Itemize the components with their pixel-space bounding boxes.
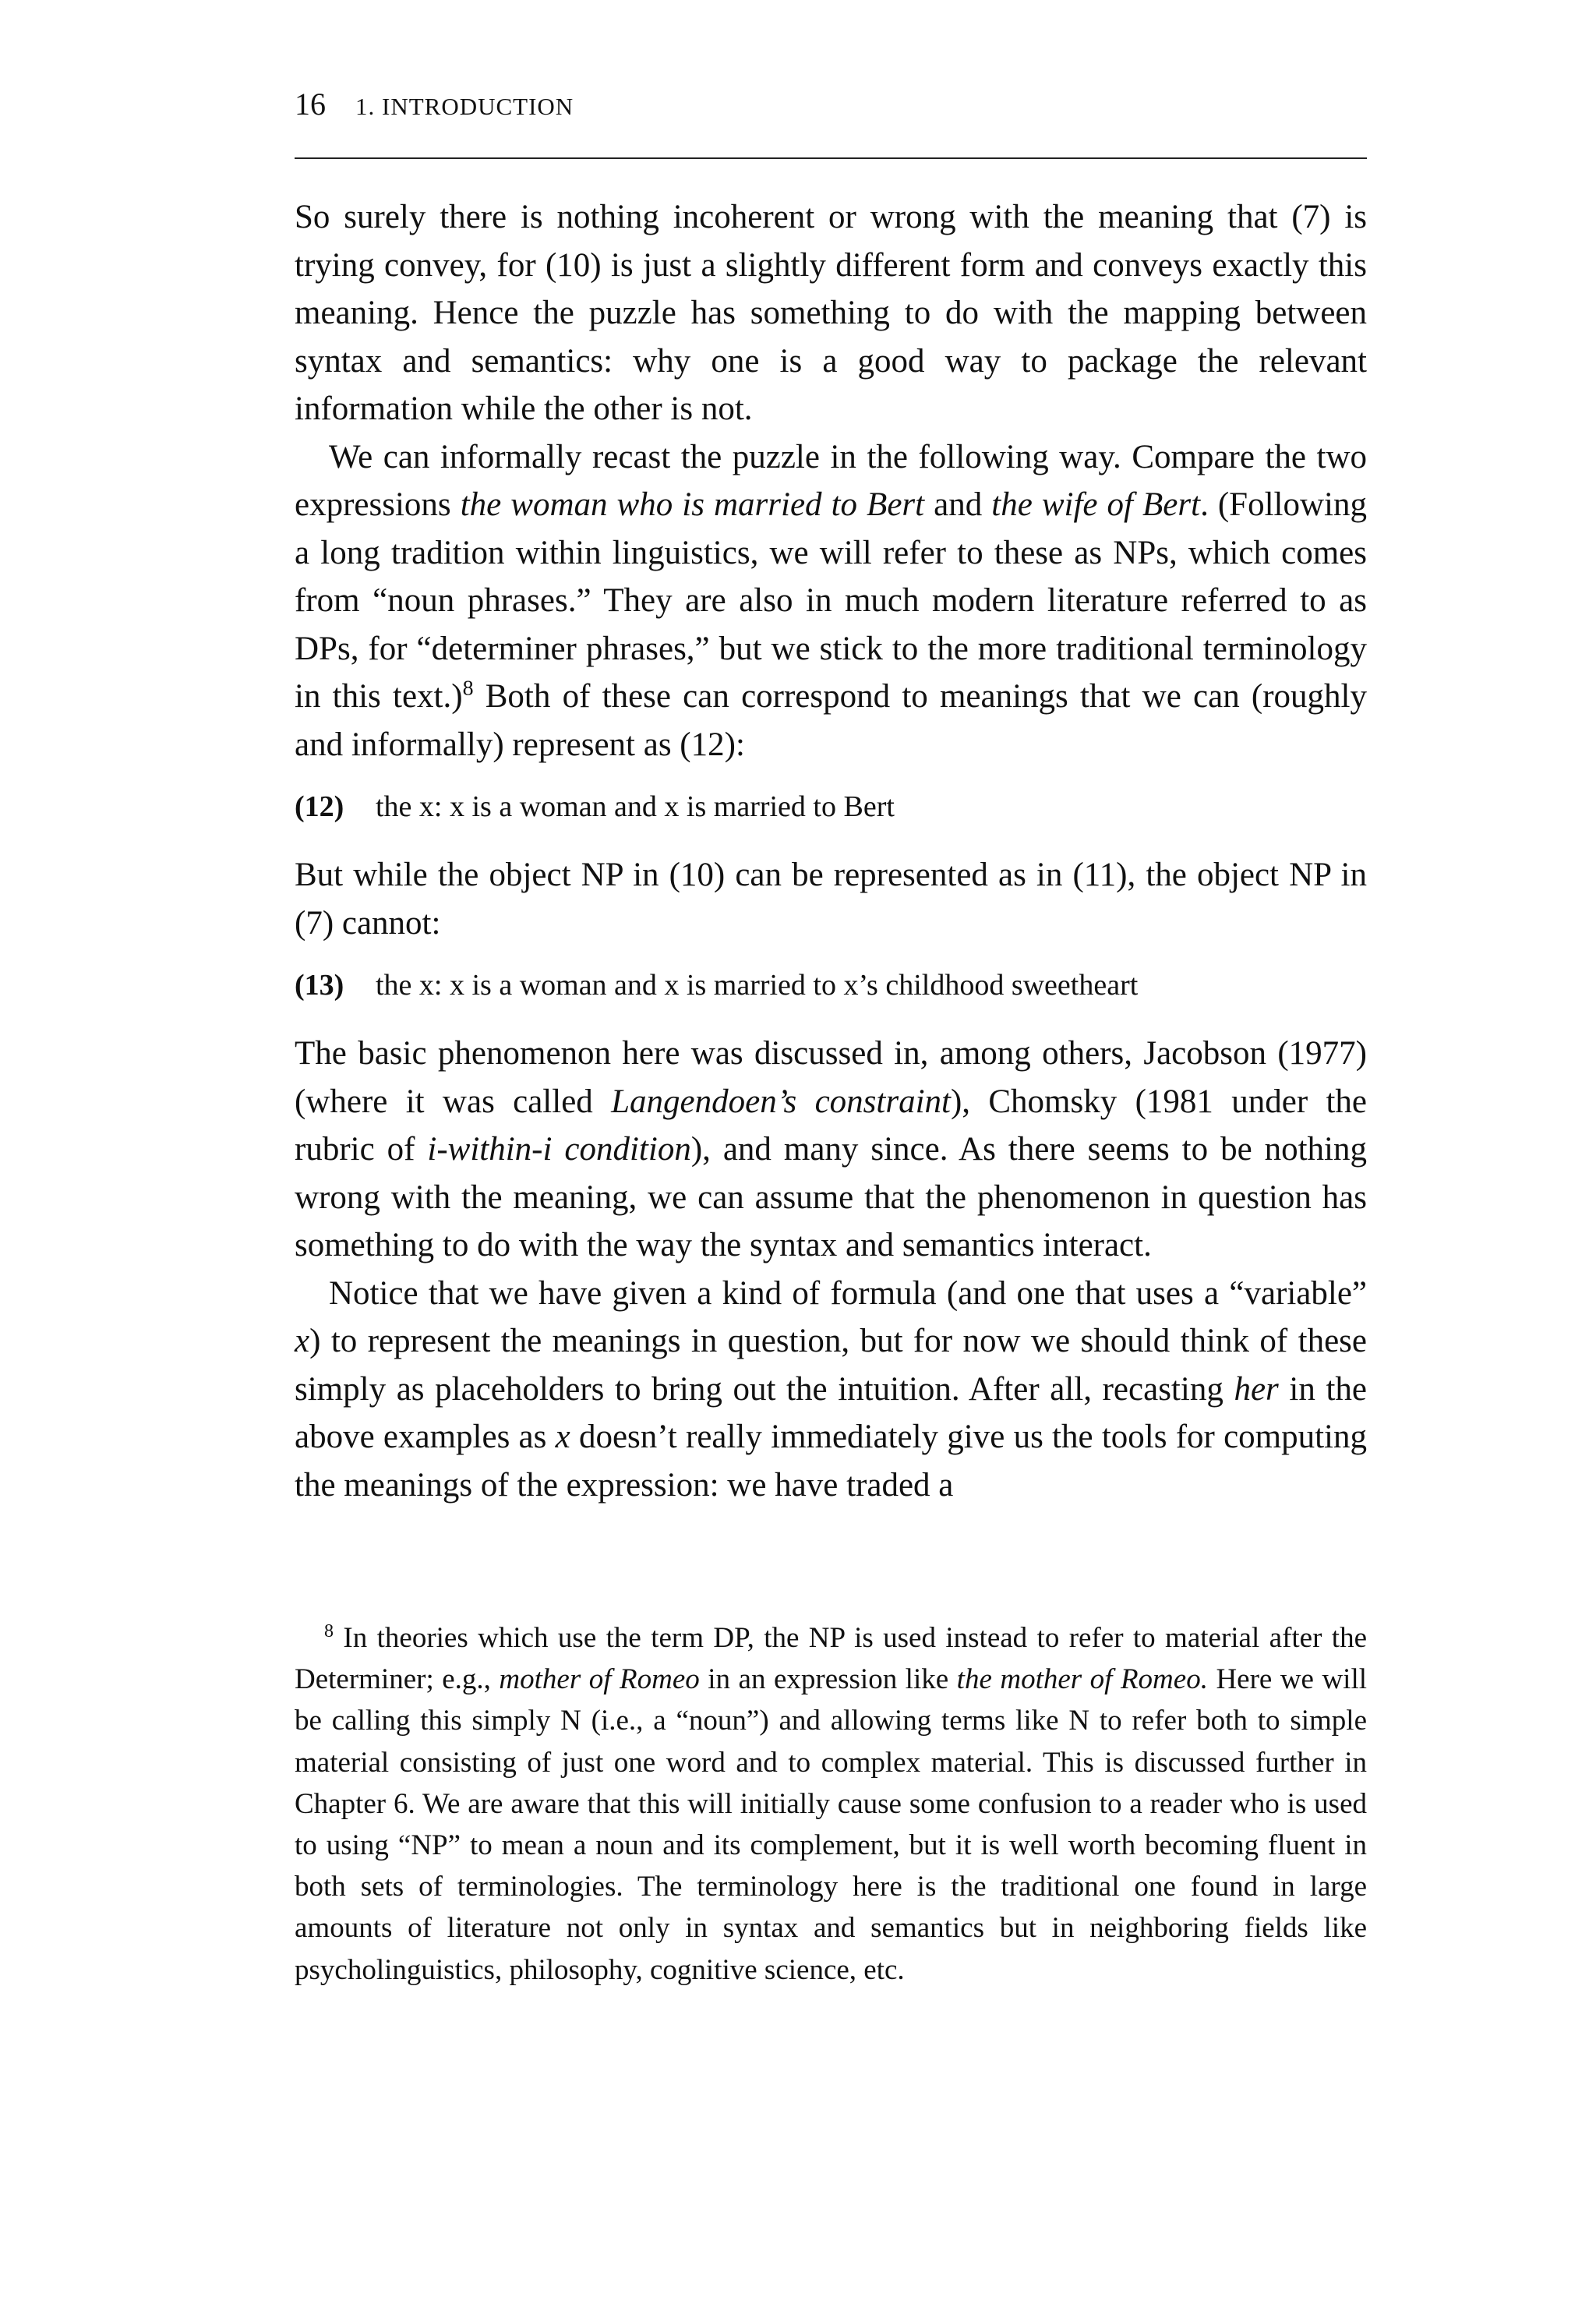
- paragraph-3-text: But while the object NP in (10) can be represented as in (11), the object NP in (7) cannot:: [295, 857, 1367, 942]
- paragraph-4-text-a: The basic phenomenon here was discussed in, among others, Jacobson (1977) (where it was called: [295, 1035, 1367, 1120]
- paragraph-5-text-e: in the above examples as: [295, 1370, 1367, 1455]
- paragraph-5-italic-x-1: x: [295, 1323, 310, 1359]
- footnote-8-text-c: in an expression like: [699, 1663, 957, 1696]
- paragraph-5-text-c: ) to represent the meanings in question, but for now we should think of these simply as placeholders to bring out the intuition. After all, recasting: [295, 1323, 1367, 1408]
- footnote-8-italic-1: mother of Romeo: [499, 1663, 700, 1696]
- example-13: [295, 964, 1367, 1006]
- paragraph-4-italic-term-2: i-within-i condition: [427, 1131, 691, 1168]
- paragraph-2-text-c: and: [924, 486, 992, 523]
- paragraph-2-text-e: . (Following a long tradition within linguistics, we will refer to these as NPs, which comes from “noun phrases.” They are also in much modern literature referred to as DPs, for “determiner phrases,” but we stick to the more traditional terminology in this text.): [295, 486, 1367, 715]
- footnote-8-marker: 8: [324, 1620, 334, 1641]
- paragraph-5: [295, 1270, 1367, 1510]
- paragraph-4: [295, 1030, 1367, 1270]
- header-rule: [295, 157, 1367, 159]
- paragraph-5-text-a: Notice that we have given a kind of formula (and one that uses a “variable”: [329, 1274, 1367, 1312]
- paragraph-5-italic-her: her: [1234, 1370, 1279, 1408]
- paragraph-1: [295, 193, 1367, 433]
- example-12-text: the x: x is a woman and x is married to Bert: [376, 790, 895, 823]
- example-13-text: the x: x is a woman and x is married to x’s childhood sweetheart: [376, 969, 1139, 1002]
- running-head: [295, 86, 1367, 128]
- paragraph-5-italic-x-2: x: [555, 1419, 570, 1455]
- example-12-number: (12): [295, 790, 344, 823]
- page-number: 16: [295, 87, 326, 122]
- paragraph-2: [295, 433, 1367, 769]
- book-page: [295, 86, 1368, 1986]
- footnote-8-italic-2: the mother of Romeo.: [956, 1663, 1208, 1696]
- footnote-8-text-e: Here we will be calling this simply N (i.e., a “noun”) and allowing terms like N to refer both to simple material consisting of just one word and to complex material. This is discussed further in Chapter 6. We are aware that this will initially cause some confusion to a reader who is used to using “NP” to mean a noun and its complement, but it is well worth becoming fluent in both sets of terminologies. The terminology here is the traditional one found in large amounts of literature not only in syntax and semantics but in neighboring fields like psycholinguistics, philosophy, cognitive science, etc.: [295, 1663, 1368, 1986]
- running-title: 1. INTRODUCTION: [355, 93, 574, 120]
- footnote-8: [295, 1617, 1367, 1991]
- paragraph-2-text-f: Both of these can correspond to meanings that we can (roughly and informally) represent as (12):: [295, 678, 1368, 763]
- paragraph-2-text-a: We can informally recast the puzzle in the following way. Compare the two expressions: [295, 438, 1367, 523]
- footnotes: [295, 1617, 1367, 1991]
- paragraph-4-text-e: ), and many since. As there seems to be nothing wrong with the meaning, we can assume that the phenomenon in question has something to do with the way the syntax and semantics interact.: [295, 1131, 1367, 1263]
- footnote-8-text-a: In theories which use the term DP, the NP is used instead to refer to material after the Determiner; e.g.,: [295, 1622, 1367, 1696]
- paragraph-5-text-g: doesn’t really immediately give us the tools for computing the meanings of the expression: we have traded a: [295, 1419, 1368, 1504]
- paragraph-4-text-c: ), Chomsky (1981 under the rubric of: [295, 1083, 1368, 1168]
- example-13-number: (13): [295, 969, 344, 1002]
- paragraph-2-italic-phrase-1: the woman who is married to Bert: [460, 486, 925, 523]
- paragraph-1-text: So surely there is nothing incoherent or wrong with the meaning that (7) is trying convey, for (10) is just a slightly different form and conveys exactly this meaning. Hence the puzzle has something to do with the mapping between syntax and semantics: why one is a good way to package the relevant information while the other is not.: [295, 199, 1367, 427]
- paragraph-2-italic-phrase-2: the wife of Bert: [991, 486, 1201, 523]
- paragraph-4-italic-term-1: Langendoen’s constraint: [611, 1083, 951, 1120]
- footnote-reference-8[interactable]: 8: [462, 676, 474, 701]
- paragraph-3: [295, 851, 1367, 947]
- example-12: [295, 786, 1367, 828]
